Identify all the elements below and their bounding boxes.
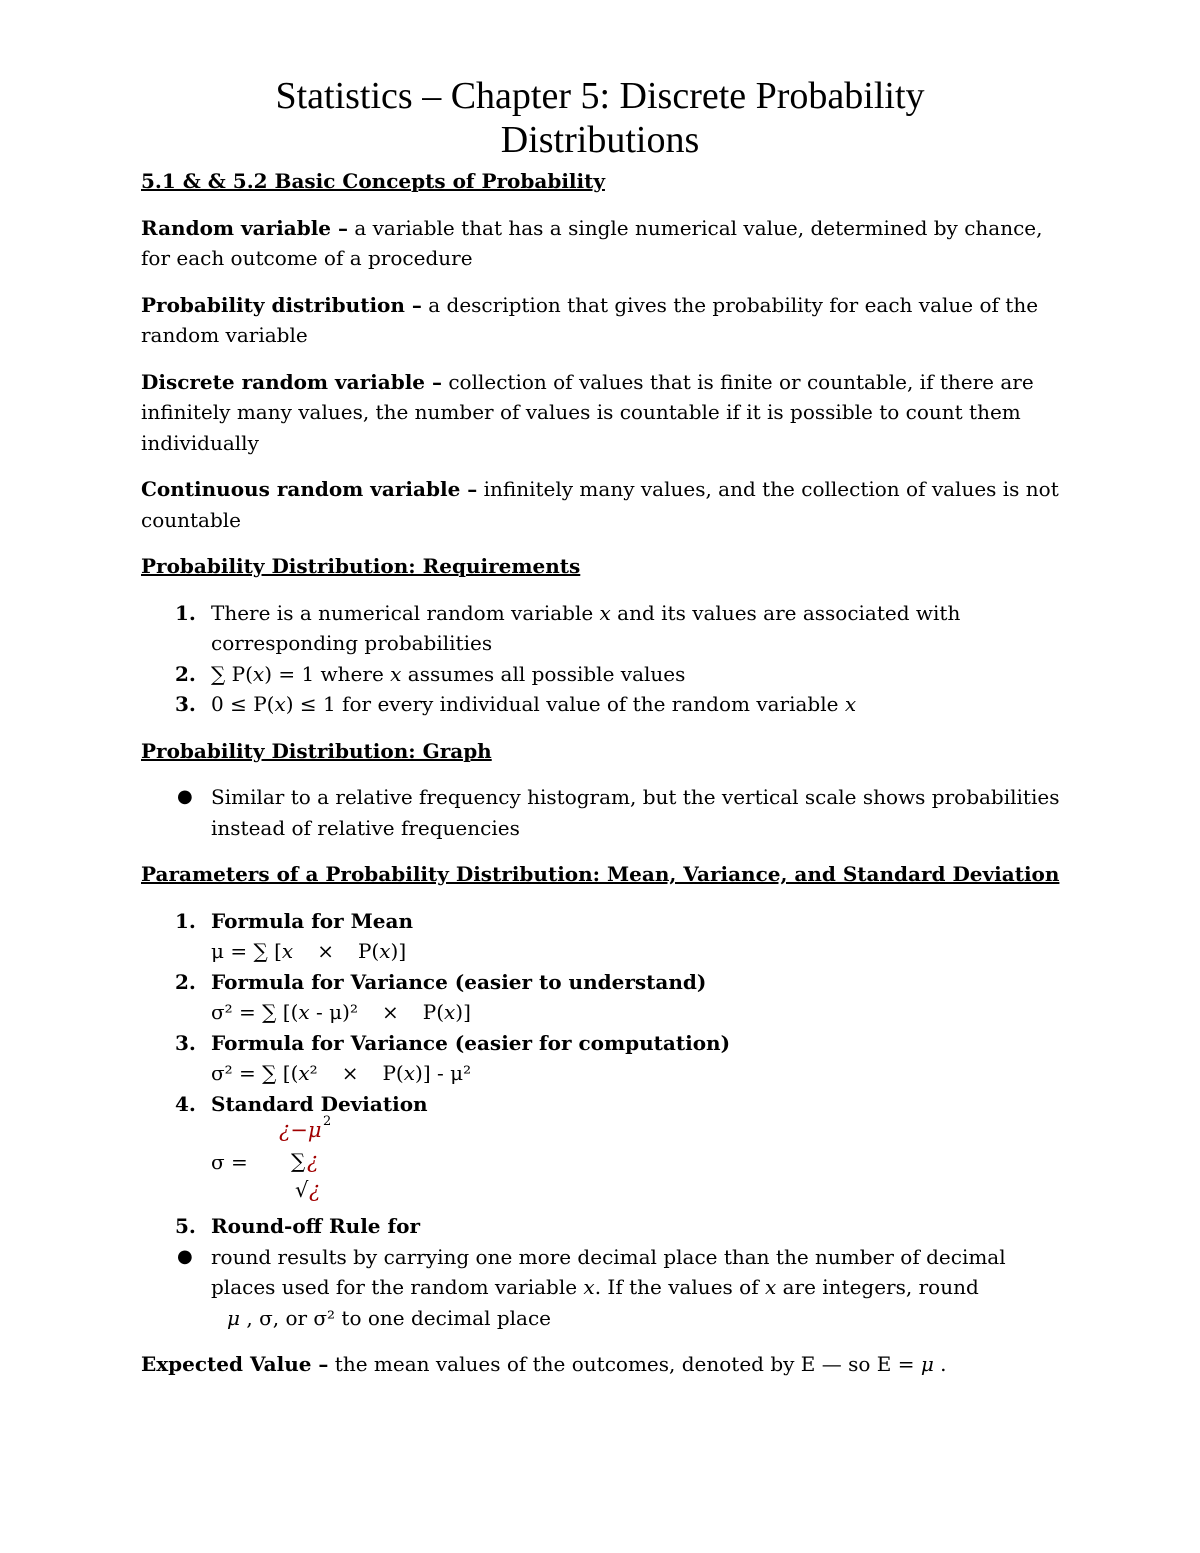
section-heading-basic-concepts: 5.1 & & 5.2 Basic Concepts of Probability xyxy=(141,169,605,193)
definition-text: collection of values that is finite or countable, if there are infinitely many values, the number of values is countable if it is possible to count them individually xyxy=(141,369,1034,455)
list-item-standard-deviation xyxy=(141,1089,1071,1212)
text: ² xyxy=(309,1061,318,1085)
formula-title: Formula for Variance (easier for computation) xyxy=(211,1030,731,1055)
text: and its values are associated with corresponding probabilities xyxy=(211,600,961,655)
section-heading-graph: Probability Distribution: Graph xyxy=(141,738,492,763)
title-line-2: Distributions xyxy=(500,119,700,161)
list-item xyxy=(141,782,1071,843)
variable-x: x xyxy=(764,1275,777,1299)
variable-x: x xyxy=(390,661,402,686)
list-item-round-off xyxy=(141,1211,1071,1242)
text: . xyxy=(933,1352,947,1376)
list-number: 1. xyxy=(175,600,196,625)
term: Expected Value – xyxy=(141,1352,329,1376)
document-body xyxy=(141,166,1071,1396)
standard-deviation-formula xyxy=(211,1114,1071,1211)
variance-formula-1 xyxy=(211,997,1071,1028)
round-off-bullet-list xyxy=(141,1242,1071,1334)
list-item-mean xyxy=(141,906,1071,967)
requirements-list xyxy=(141,598,1071,720)
term: Continuous random variable – xyxy=(141,477,478,501)
text: 0 ≤ P( xyxy=(211,692,275,716)
definition-discrete-random-variable xyxy=(141,367,1071,459)
glyph-inverted-question: ¿ xyxy=(309,1178,321,1202)
text: There is a numerical random variable xyxy=(211,600,600,625)
variance-formula-2 xyxy=(211,1058,1071,1089)
glyph-sum: ∑ xyxy=(291,1149,306,1173)
section-heading-requirements: Probability Distribution: Requirements xyxy=(141,554,581,578)
term: Probability distribution – xyxy=(141,292,422,317)
text: μ = ∑ [ xyxy=(211,939,282,963)
list-item-variance-computation xyxy=(141,1028,1071,1089)
variable-x: x xyxy=(298,1000,310,1024)
formula-title: Round-off Rule for xyxy=(211,1214,420,1238)
list-item-variance-understand xyxy=(141,967,1071,1028)
text: . If the values of xyxy=(594,1275,765,1299)
variable-x: x xyxy=(844,692,857,716)
list-number: 3. xyxy=(175,1030,196,1055)
text: P( xyxy=(422,1000,444,1024)
times-symbol: × xyxy=(341,1061,359,1085)
variable-x: x xyxy=(252,661,265,686)
list-number: 2. xyxy=(175,661,196,686)
text: )] - μ² xyxy=(415,1061,472,1085)
text: ∑ P( xyxy=(211,661,253,686)
parameters-list xyxy=(141,906,1071,1242)
list-item xyxy=(141,598,1071,659)
times-symbol: × xyxy=(317,939,334,963)
definition-continuous-random-variable xyxy=(141,474,1071,535)
formula-title: Standard Deviation xyxy=(211,1091,428,1116)
variable-x: x xyxy=(274,692,286,716)
text: σ² = ∑ [( xyxy=(211,1000,299,1024)
list-number: 5. xyxy=(175,1214,196,1238)
text: round results by carrying one more decimal place than the number of decimal places used for the random variable xyxy=(211,1244,1006,1299)
mu-symbol: μ xyxy=(920,1352,934,1376)
definition-probability-distribution xyxy=(141,290,1071,351)
graph-bullet-list xyxy=(141,782,1071,843)
glyph-inverted-question: ¿ xyxy=(307,1149,319,1173)
sigma-label: σ = xyxy=(211,1150,248,1174)
variable-x: x xyxy=(281,939,294,963)
text: σ² = ∑ [( xyxy=(211,1061,299,1085)
text: , σ, or σ² to one decimal place xyxy=(240,1305,552,1330)
document-title xyxy=(0,74,1200,162)
term: Discrete random variable – xyxy=(141,369,442,394)
text: )] xyxy=(390,939,407,963)
mu-symbol: μ xyxy=(227,1305,240,1330)
formula-title: Formula for Variance (easier to understand) xyxy=(211,969,707,994)
bullet-icon: ● xyxy=(177,1245,193,1267)
list-item xyxy=(141,659,1071,690)
text: P( xyxy=(357,939,380,963)
glyph-superscript-2: 2 xyxy=(323,1114,332,1129)
variable-x: x xyxy=(298,1061,310,1085)
formula-title: Formula for Mean xyxy=(211,908,414,933)
glyph-inverted-question-minus-mu: ¿−μ xyxy=(279,1118,322,1142)
broken-equation-glyphs xyxy=(261,1113,341,1205)
definition-text: the mean values of the outcomes, denoted by E — so E = xyxy=(328,1352,921,1376)
text: are integers, round xyxy=(776,1275,979,1299)
mean-formula xyxy=(211,936,1071,967)
text: Similar to a relative frequency histogram, but the vertical scale shows probabilities instead of relative frequencies xyxy=(211,785,1060,840)
text: assumes all possible values xyxy=(401,661,686,686)
variable-x: x xyxy=(599,600,611,625)
text: )] xyxy=(455,1000,471,1024)
definition-text: a description that gives the probability for each value of the random variable xyxy=(141,292,1039,347)
term: Random variable – xyxy=(141,215,348,240)
times-symbol: × xyxy=(381,1000,399,1024)
variable-x: x xyxy=(583,1275,595,1299)
list-item xyxy=(141,689,1071,720)
bullet-icon: ● xyxy=(177,786,193,807)
title-line-1: Statistics – Chapter 5: Discrete Probability xyxy=(275,75,925,117)
list-item xyxy=(141,1242,1071,1334)
variable-x: x xyxy=(444,1000,456,1024)
section-heading-parameters: Parameters of a Probability Distribution: Mean, Variance, and Standard Deviation xyxy=(141,862,1060,886)
glyph-sqrt: √ xyxy=(295,1178,309,1202)
definition-text: a variable that has a single numerical value, determined by chance, for each outcome of a procedure xyxy=(141,215,1043,270)
text: ) ≤ 1 for every individual value of the random variable xyxy=(285,692,845,716)
list-number: 4. xyxy=(175,1091,196,1116)
text: ) = 1 where xyxy=(264,661,391,686)
list-number: 2. xyxy=(175,969,196,994)
variable-x: x xyxy=(403,1061,416,1085)
text: P( xyxy=(382,1061,404,1085)
definition-expected-value xyxy=(141,1349,1071,1380)
list-number: 1. xyxy=(175,908,196,933)
definition-text: infinitely many values, and the collection of values is not countable xyxy=(141,477,1059,532)
list-number: 3. xyxy=(175,692,196,716)
text: - μ)² xyxy=(309,1000,358,1024)
variable-x: x xyxy=(379,939,391,963)
definition-random-variable xyxy=(141,213,1071,274)
